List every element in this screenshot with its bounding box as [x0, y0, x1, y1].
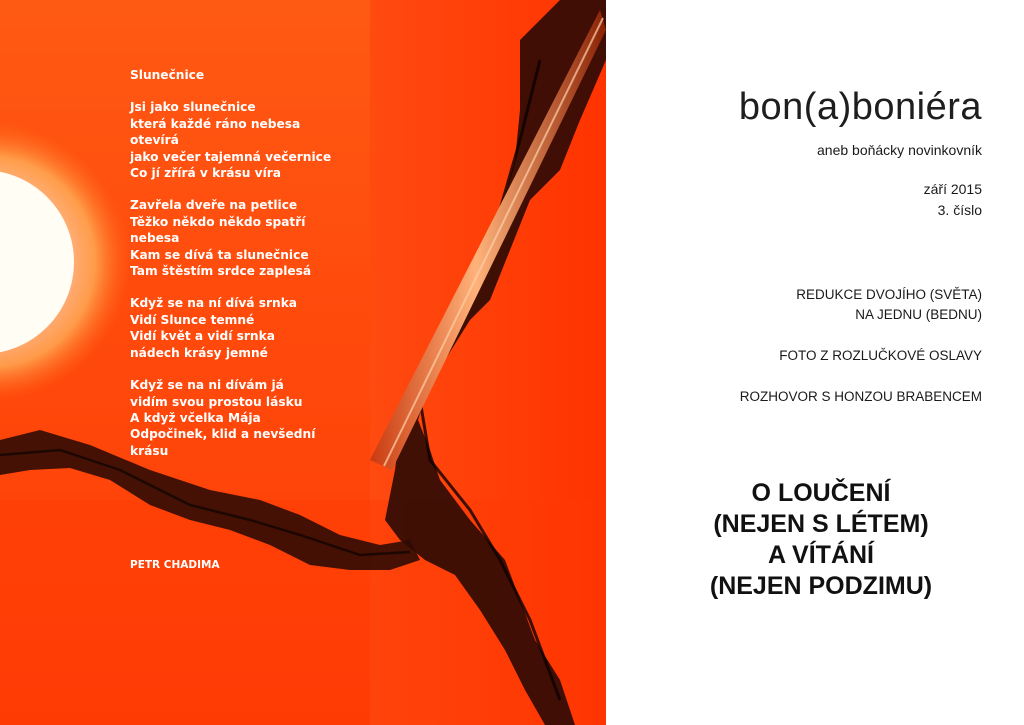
poem-line: A když včelka Mája: [130, 410, 261, 425]
issue-number: 3. číslo: [937, 202, 982, 218]
toc-item-1: REDUKCE DVOJÍHO (SVĚTA): [796, 287, 982, 302]
headline-line: O LOUČENÍ: [751, 479, 891, 507]
poem-line: Těžko někdo někdo spatří: [130, 214, 306, 229]
poem-line: Když se na ní dívá srnka: [130, 296, 298, 311]
poem-title: Slunečnice: [130, 68, 205, 82]
poem-line: Vidí květ a vidí srnka: [130, 329, 275, 344]
headline-line: (NEJEN S LÉTEM): [713, 510, 929, 538]
poem-line: jako večer tajemná večernice: [130, 149, 332, 164]
toc-item-2: FOTO Z ROZLUČKOVÉ OSLAVY: [779, 348, 982, 363]
poem-stanza-2: [130, 197, 360, 279]
poem-line: otevírá: [130, 133, 179, 148]
poem-line: Odpočinek, klid a nevšední: [130, 427, 316, 442]
headline-line: A VÍTÁNÍ: [767, 541, 875, 569]
cover-headline: [681, 478, 961, 602]
poem-line: krásu: [130, 443, 169, 458]
toc-item-1-continued: NA JEDNU (BEDNU): [855, 307, 982, 322]
poem-line: nádech krásy jemné: [130, 345, 268, 360]
poem-line: Vidí Slunce temné: [130, 312, 255, 327]
poem-line: Když se na ni dívám já: [130, 378, 284, 393]
masthead-title: bon(a)boniéra: [738, 86, 982, 128]
poem-stanza-4: [130, 377, 360, 459]
poem-line: která každé ráno nebesa: [130, 116, 301, 131]
cover-page: [606, 0, 1024, 725]
poem-line: Zavřela dveře na petlice: [130, 198, 298, 213]
poem-line: Tam štěstím srdce zaplesá: [130, 264, 312, 279]
masthead-subtitle: aneb boňácky novinkovník: [817, 142, 982, 158]
headline-line: (NEJEN PODZIMU): [709, 572, 933, 600]
issue-date: září 2015: [923, 181, 982, 197]
poem-line: vidím svou prostou lásku: [130, 394, 303, 409]
poem-line: Co jí zřírá v krásu víra: [130, 166, 281, 181]
poem-line: Kam se dívá ta slunečnice: [130, 247, 309, 262]
poem-line: nebesa: [130, 231, 180, 246]
poem-stanza-1: [130, 99, 360, 181]
poem: [130, 67, 360, 475]
poem-line: Jsi jako slunečnice: [130, 100, 256, 115]
toc-item-3: ROZHOVOR S HONZOU BRABENCEM: [739, 389, 982, 404]
poem-author: PETR CHADIMA: [130, 559, 220, 571]
poem-stanza-3: [130, 295, 360, 361]
